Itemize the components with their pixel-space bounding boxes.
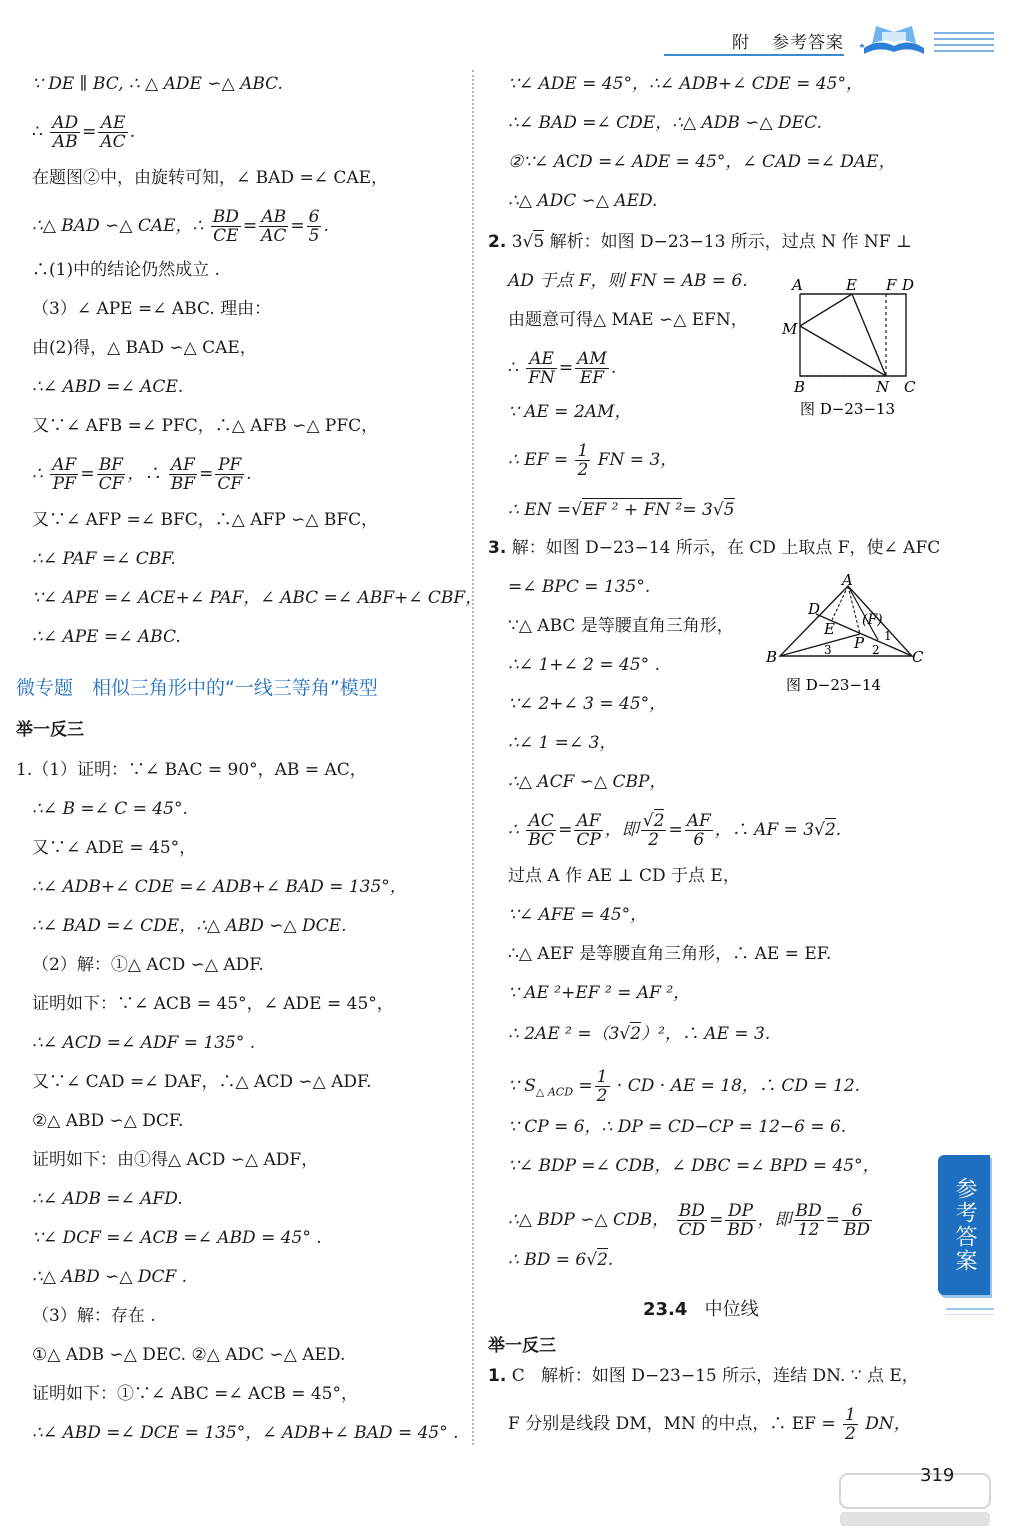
header-answers: 参考答案 bbox=[772, 33, 844, 53]
text-line: ∵ DE ∥ BC, ∴ △ ADE ∽△ ABC. bbox=[32, 74, 283, 94]
side-rule bbox=[946, 1314, 994, 1315]
label-e: E bbox=[846, 276, 857, 294]
text-line: ∴∠ ABD =∠ ACE. bbox=[32, 377, 184, 397]
fraction bbox=[685, 812, 713, 849]
denominator: EF bbox=[579, 368, 605, 388]
text-line: 证明如下：①∵∠ ABC =∠ ACB = 45°， bbox=[32, 1384, 358, 1404]
segment-ad-dashed bbox=[832, 586, 848, 620]
column-divider bbox=[472, 70, 474, 1445]
text-line: 由(2)得，△ BAD ∽△ CAE， bbox=[32, 338, 257, 358]
section-heading bbox=[643, 1298, 759, 1322]
text-line: ∵∠ BDP =∠ CDB，∠ DBC =∠ BPD = 45°， bbox=[508, 1156, 880, 1176]
text-line: （3）解：存在 . bbox=[32, 1306, 156, 1326]
fraction bbox=[575, 350, 609, 387]
period: . bbox=[323, 216, 329, 236]
fraction bbox=[98, 114, 127, 151]
radicand: 2 bbox=[597, 1250, 608, 1270]
separator: ，∴ bbox=[127, 464, 162, 484]
fraction bbox=[794, 1202, 824, 1239]
denominator: BD bbox=[843, 1220, 871, 1240]
text-segment: ∴ EN = bbox=[508, 500, 572, 520]
numerator: 1 bbox=[845, 1405, 856, 1425]
period: . bbox=[246, 464, 252, 484]
period: . bbox=[610, 358, 617, 378]
numerator: AF bbox=[686, 811, 711, 831]
text-segment: F 分别是线段 DM，MN 的中点，∴ EF = bbox=[508, 1414, 836, 1434]
text-line: ∴△ AEF 是等腰直角三角形，∴ AE = EF. bbox=[508, 944, 832, 964]
radicand: 5 bbox=[533, 232, 545, 252]
numerator: AC bbox=[526, 812, 556, 831]
label-p: P bbox=[854, 634, 865, 652]
denominator: CF bbox=[217, 474, 243, 494]
segment-mn bbox=[800, 326, 886, 376]
fraction bbox=[50, 456, 78, 493]
equals-sign: = bbox=[199, 464, 214, 484]
area-line bbox=[508, 1068, 860, 1105]
denominator: 2 bbox=[648, 830, 660, 850]
fraction bbox=[526, 812, 556, 849]
book-logo-icon bbox=[854, 18, 934, 58]
numerator: AF bbox=[169, 456, 197, 475]
header-underline bbox=[664, 54, 844, 56]
denominator: AC bbox=[100, 132, 126, 152]
fraction bbox=[307, 208, 322, 245]
header-stripes bbox=[934, 32, 994, 56]
subscript: △ ACD bbox=[535, 1085, 574, 1099]
equals-sign: = bbox=[558, 358, 574, 378]
denominator: PF bbox=[52, 474, 76, 494]
denominator: AB bbox=[52, 132, 78, 152]
period: . bbox=[129, 122, 136, 142]
fraction bbox=[595, 1068, 610, 1105]
text-line: （3）∠ APE =∠ ABC. 理由： bbox=[32, 299, 272, 319]
denominator: 6 bbox=[693, 830, 705, 850]
denominator: CP bbox=[576, 830, 601, 850]
text-line: ∵ AE = 2AM， bbox=[508, 402, 632, 422]
question-3-line bbox=[488, 536, 940, 560]
text-line: ∴∠ ADB =∠ AFD. bbox=[32, 1189, 183, 1209]
numerator: AB bbox=[259, 208, 288, 227]
radicand: 5 bbox=[723, 500, 735, 520]
text-segment: ∴ EF = bbox=[508, 450, 569, 470]
text-segment: ∴△ BDP ∽△ CDB， bbox=[508, 1210, 670, 1230]
text-segment: ，即 bbox=[757, 1210, 792, 1230]
text-line: ∵ AE ²+EF ² = AF ²， bbox=[508, 983, 691, 1003]
sqrt-sign: √ bbox=[522, 232, 534, 252]
equals-sign: = bbox=[825, 1210, 840, 1230]
sqrt-sign: √ bbox=[619, 1024, 631, 1044]
label-f: (F) bbox=[862, 612, 883, 628]
text-line: 1.（1）证明：∵∠ BAC = 90°，AB = AC， bbox=[16, 760, 367, 780]
numerator: AF bbox=[52, 455, 77, 475]
numerator: DP bbox=[725, 1202, 755, 1221]
text-segment: ）²，∴ AE = 3. bbox=[641, 1024, 771, 1044]
radicand: 2 bbox=[824, 820, 836, 840]
text-line: 过点 A 作 AE ⊥ CD 于点 E， bbox=[508, 866, 740, 886]
numerator: √2 bbox=[642, 811, 665, 831]
label-a: A bbox=[792, 276, 803, 294]
numerator: AE bbox=[526, 350, 557, 369]
equals-sign: = bbox=[82, 122, 97, 142]
therefore-sign: ∴ bbox=[508, 820, 519, 840]
text-line: ∴△ ACF ∽△ CBP， bbox=[508, 772, 667, 792]
text-line: （2）解：①△ ACD ∽△ ADF. bbox=[32, 955, 264, 975]
fraction bbox=[574, 812, 602, 849]
fraction bbox=[526, 350, 557, 387]
denominator: 5 bbox=[308, 226, 320, 246]
equals-sign: = bbox=[709, 1210, 724, 1230]
text-line: ∴∠ BAD =∠ CDE，∴△ ABD ∽△ DCE. bbox=[32, 916, 347, 936]
segment-en bbox=[852, 294, 886, 376]
sqrt-sign: √ bbox=[571, 500, 582, 520]
equals-sign: = bbox=[668, 820, 683, 840]
text-line: ∴∠ APE =∠ ABC. bbox=[32, 627, 181, 647]
text-line: ∴∠ PAF =∠ CBF. bbox=[32, 549, 176, 569]
radicand: EF ² + FN ² bbox=[582, 500, 683, 520]
figure-caption: 图 D−23−14 bbox=[786, 676, 882, 694]
text-line: ∵∠ DCF =∠ ACB =∠ ABD = 45° . bbox=[32, 1228, 322, 1248]
figure-caption: 图 D−23−13 bbox=[800, 400, 896, 418]
ae-line bbox=[508, 1022, 770, 1046]
fraction bbox=[259, 208, 288, 245]
subhead: 举一反三 bbox=[488, 1336, 556, 1356]
denominator: 2 bbox=[577, 460, 589, 480]
subhead: 举一反三 bbox=[16, 720, 84, 740]
numerator: 6 bbox=[308, 207, 320, 227]
equals-sign: = bbox=[80, 464, 95, 484]
numerator: AD bbox=[52, 113, 79, 133]
fraction bbox=[169, 456, 197, 493]
question-text: 解：如图 D−23−14 所示，在 CD 上取点 F，使∠ AFC bbox=[511, 538, 941, 558]
denominator: 2 bbox=[596, 1086, 608, 1106]
fraction bbox=[677, 1202, 708, 1239]
denominator: 2 bbox=[845, 1424, 856, 1444]
sqrt-sign: √ bbox=[586, 1250, 598, 1270]
numerator: 1 bbox=[577, 441, 589, 461]
figure-d-23-14 bbox=[760, 574, 930, 698]
header-appendix: 附 bbox=[732, 33, 750, 53]
ratio-line bbox=[32, 208, 329, 245]
text-segment: ，即 bbox=[604, 820, 639, 840]
denominator: BF bbox=[170, 474, 196, 494]
text-line: 在题图②中，由旋转可知，∠ BAD =∠ CAE， bbox=[32, 168, 389, 188]
comma: ， bbox=[714, 820, 732, 840]
text-line: 又∵∠ AFB =∠ PFC，∴△ AFB ∽△ PFC， bbox=[32, 416, 379, 436]
question-number: 2. bbox=[488, 232, 507, 252]
label-d: D bbox=[808, 600, 821, 618]
triangle-abc bbox=[780, 586, 912, 656]
text-segment: DN， bbox=[865, 1414, 911, 1434]
label-m: M bbox=[782, 320, 798, 338]
denominator: FN bbox=[528, 368, 555, 388]
equals-sign: = bbox=[578, 1076, 593, 1096]
label-b: B bbox=[794, 378, 806, 396]
denominator: CD bbox=[678, 1220, 706, 1240]
answer-value: C bbox=[511, 1366, 525, 1386]
text-line: ②△ ABD ∽△ DCF. bbox=[32, 1111, 184, 1131]
label-e: E bbox=[824, 620, 835, 638]
question-text: 解析：如图 D−23−15 所示，连结 DN. ∵ 点 E， bbox=[540, 1366, 919, 1386]
text-segment: = 3 bbox=[682, 500, 713, 520]
label-b: B bbox=[766, 648, 778, 666]
fraction bbox=[842, 1202, 872, 1239]
text-line: AD 于点 F，则 FN = AB = 6. bbox=[508, 271, 748, 291]
label-c: C bbox=[912, 648, 924, 666]
ef-line bbox=[508, 442, 677, 479]
denominator: CE bbox=[213, 226, 239, 246]
numerator: 6 bbox=[842, 1202, 872, 1221]
denominator: BC bbox=[528, 830, 555, 850]
page-number: 319 bbox=[920, 1465, 955, 1486]
therefore-sign: ∴ bbox=[508, 358, 519, 378]
label-f: F bbox=[886, 276, 897, 294]
fraction bbox=[575, 442, 590, 479]
fraction bbox=[843, 1406, 858, 1443]
numerator: BD bbox=[795, 1201, 822, 1221]
section-name: 中位线 bbox=[704, 1299, 759, 1320]
denominator: CF bbox=[98, 474, 124, 494]
question-1-line bbox=[488, 1364, 919, 1388]
label-c: C bbox=[904, 378, 916, 396]
question-2-line bbox=[488, 230, 912, 254]
angle-2: 2 bbox=[872, 643, 880, 657]
text-line: ∵∠ 2+∠ 3 = 45°， bbox=[508, 694, 667, 714]
figure-d-23-13 bbox=[778, 276, 928, 422]
equals-sign: = bbox=[242, 216, 258, 236]
text-line: ∴∠ B =∠ C = 45°. bbox=[32, 799, 188, 819]
text-segment: ∴ AF = 3 bbox=[731, 820, 815, 840]
bdp-ratio-line bbox=[508, 1202, 874, 1239]
text-segment: · CD · AE = 18，∴ CD = 12. bbox=[616, 1076, 861, 1096]
text-line: 由题意可得△ MAE ∽△ EFN， bbox=[508, 310, 748, 330]
label-d: D bbox=[902, 276, 915, 294]
text-line: ∵△ ABC 是等腰直角三角形， bbox=[508, 616, 734, 636]
text-line: ∴∠ ABD =∠ DCE = 135°，∠ ADB+∠ BAD = 45° . bbox=[32, 1423, 459, 1443]
watermark-logo bbox=[830, 1470, 1000, 1530]
angle-1: 1 bbox=[884, 629, 892, 643]
equals-sign: = bbox=[290, 216, 305, 236]
fraction bbox=[211, 208, 241, 245]
denominator: BD bbox=[727, 1220, 754, 1240]
numerator: AM bbox=[577, 349, 607, 369]
page-header bbox=[634, 18, 994, 58]
denominator: 12 bbox=[797, 1220, 820, 1240]
numerator: BD bbox=[677, 1202, 708, 1221]
bd-line bbox=[508, 1248, 613, 1272]
text-line: 又∵∠ CAD =∠ DAF，∴△ ACD ∽△ ADF. bbox=[32, 1072, 372, 1092]
text-line: ∴∠ 1+∠ 2 = 45° . bbox=[508, 655, 660, 675]
text-segment: FN = 3， bbox=[597, 450, 678, 470]
period: . bbox=[835, 820, 842, 840]
text-line: ∵ CP = 6，∴ DP = CD−CP = 12−6 = 6. bbox=[508, 1117, 847, 1137]
segment-me bbox=[800, 294, 852, 326]
angle-3: 3 bbox=[824, 643, 832, 657]
numerator: BF bbox=[97, 456, 126, 475]
numerator: PF bbox=[215, 456, 244, 475]
en-line bbox=[508, 498, 735, 522]
segment-bp bbox=[780, 634, 860, 656]
fraction bbox=[641, 812, 667, 849]
numerator: AE bbox=[98, 114, 127, 133]
text-line: ∴(1)中的结论仍然成立 . bbox=[32, 260, 220, 280]
text-line: ∴△ ADC ∽△ AED. bbox=[508, 191, 658, 211]
text-line: ∴∠ BAD =∠ CDE，∴△ ADB ∽△ DEC. bbox=[508, 113, 822, 133]
radicand: 2 bbox=[630, 1024, 642, 1044]
side-rule bbox=[946, 1308, 994, 1310]
header-title bbox=[732, 28, 844, 53]
text-segment: ∵ S bbox=[508, 1076, 536, 1096]
label-a: A bbox=[842, 574, 853, 589]
text-segment: ∴ 2AE ² =（3 bbox=[508, 1024, 620, 1044]
question-text: 解析：如图 D−23−13 所示，过点 N 作 NF ⊥ bbox=[549, 232, 912, 252]
text-line: ∵∠ ADE = 45°，∴∠ ADB+∠ CDE = 45°， bbox=[508, 74, 863, 94]
text-line: 又∵∠ ADE = 45°， bbox=[32, 838, 197, 858]
fraction bbox=[50, 114, 80, 151]
sqrt-sign: √ bbox=[814, 820, 825, 840]
numerator: 1 bbox=[596, 1067, 608, 1087]
ratio-line bbox=[32, 456, 252, 493]
text-line: 证明如下：由①得△ ACD ∽△ ADF， bbox=[32, 1150, 319, 1170]
text-segment: ∴△ BAD ∽△ CAE，∴ bbox=[32, 216, 204, 236]
side-tab-answers[interactable]: 参考答案 bbox=[938, 1155, 990, 1295]
radicand: 2 bbox=[653, 811, 665, 831]
fraction bbox=[215, 456, 244, 493]
section-title: 微专题 相似三角形中的“一线三等角”模型 bbox=[16, 677, 378, 699]
fraction bbox=[725, 1202, 755, 1239]
text-line: ∵∠ AFE = 45°， bbox=[508, 905, 648, 925]
text-line: ∴△ ABD ∽△ DCF . bbox=[32, 1267, 188, 1287]
text-line: ∴∠ ADB+∠ CDE =∠ ADB+∠ BAD = 135°， bbox=[32, 877, 407, 897]
question-number: 3. bbox=[488, 538, 507, 558]
text-line: ∴∠ 1 =∠ 3， bbox=[508, 733, 617, 753]
therefore-sign: ∴ bbox=[32, 122, 43, 142]
label-n: N bbox=[876, 378, 890, 396]
ratio-line bbox=[32, 114, 135, 151]
equals-sign: = bbox=[558, 820, 573, 840]
therefore-sign: ∴ bbox=[32, 464, 43, 484]
period: . bbox=[607, 1250, 614, 1270]
fraction bbox=[97, 456, 126, 493]
text-line: ①△ ADB ∽△ DEC. ②△ ADC ∽△ AED. bbox=[32, 1345, 346, 1365]
numerator: AF bbox=[574, 812, 602, 831]
question-number: 1. bbox=[488, 1366, 507, 1386]
ratio-line bbox=[508, 812, 841, 849]
text-line: ∵∠ APE =∠ ACE+∠ PAF，∠ ABC =∠ ABF+∠ CBF， bbox=[32, 588, 483, 608]
sqrt-sign: √ bbox=[712, 500, 724, 520]
text-line: ∴∠ ACD =∠ ADF = 135° . bbox=[32, 1033, 256, 1053]
denominator: AC bbox=[261, 226, 287, 246]
text-line: =∠ BPC = 135°. bbox=[508, 577, 651, 597]
text-segment: ∴ BD = 6 bbox=[508, 1250, 587, 1270]
answer-value: 3 bbox=[511, 232, 523, 252]
numerator: BD bbox=[212, 207, 239, 227]
ef-dn-line bbox=[508, 1406, 911, 1443]
text-line: 证明如下：∵∠ ACB = 45°，∠ ADE = 45°， bbox=[32, 994, 394, 1014]
text-line: ②∵∠ ACD =∠ ADE = 45°，∠ CAD =∠ DAE， bbox=[508, 152, 896, 172]
ratio-line bbox=[508, 350, 616, 387]
section-number: 23.4 bbox=[643, 1299, 688, 1320]
text-line: 又∵∠ AFP =∠ BFC，∴△ AFP ∽△ BFC， bbox=[32, 510, 379, 530]
